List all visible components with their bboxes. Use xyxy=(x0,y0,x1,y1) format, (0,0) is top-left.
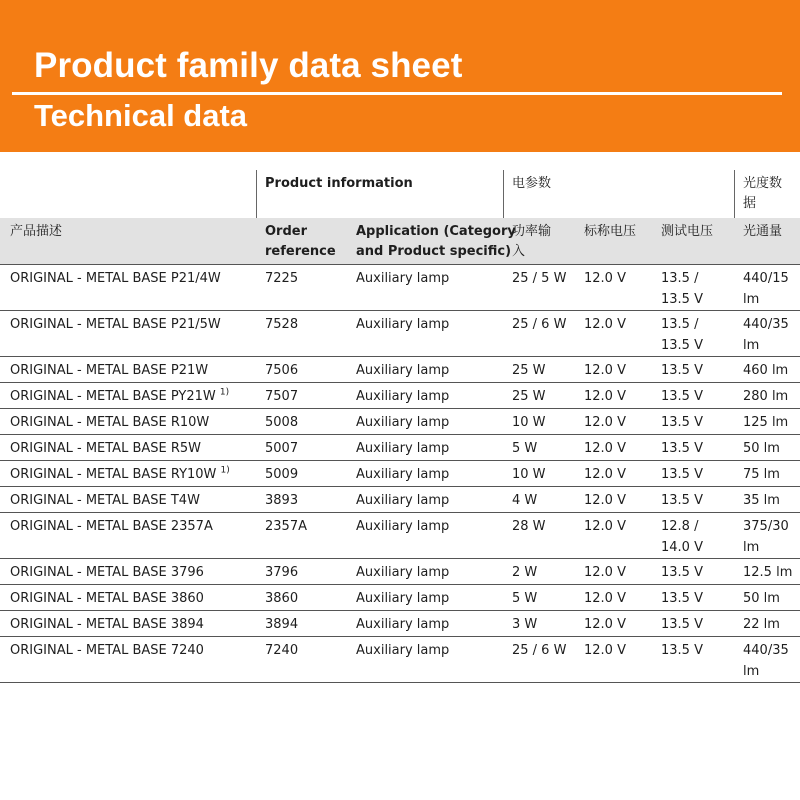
group-electrical: 电参数 xyxy=(512,176,552,191)
cell-test-voltage xyxy=(661,386,703,407)
cell-power xyxy=(512,438,537,459)
cell-nominal-voltage xyxy=(584,490,626,511)
cell-test-voltage-line1: 13.5 V xyxy=(661,565,703,580)
cell-order-reference xyxy=(265,640,298,661)
cell-luminous-flux xyxy=(743,614,780,635)
cell-description xyxy=(10,516,213,537)
cell-luminous-flux-line2: lm xyxy=(743,664,760,679)
cell-order-reference xyxy=(265,464,298,485)
cell-description xyxy=(10,268,221,289)
cell-application xyxy=(356,516,449,537)
cell-nominal-voltage xyxy=(584,562,626,583)
cell-luminous-flux-line2: lm xyxy=(743,338,760,353)
cell-nominal-voltage-line1: 12.0 V xyxy=(584,441,626,456)
footnote-marker: 1) xyxy=(219,387,230,398)
cell-application-line1: Auxiliary lamp xyxy=(356,441,450,456)
group-divider xyxy=(256,170,257,220)
cell-test-voltage xyxy=(661,588,703,609)
cell-luminous-flux-line2: lm xyxy=(743,540,760,555)
cell-luminous-flux xyxy=(743,516,789,558)
cell-power xyxy=(512,360,546,381)
cell-test-voltage-line1: 13.5 V xyxy=(661,643,703,658)
cell-test-voltage xyxy=(661,562,703,583)
description-text: ORIGINAL - METAL BASE R5W xyxy=(10,441,202,456)
cell-test-voltage-line1: 12.8 / xyxy=(661,519,699,534)
cell-test-voltage-line1: 13.5 V xyxy=(661,415,703,430)
col-order-line2: reference xyxy=(265,244,336,259)
cell-application-line1: Auxiliary lamp xyxy=(356,317,450,332)
cell-nominal-voltage-line1: 12.0 V xyxy=(584,317,626,332)
cell-nominal-voltage-line1: 12.0 V xyxy=(584,643,626,658)
col-application-line1: Application (Category xyxy=(356,224,516,239)
cell-power-line1: 28 W xyxy=(512,519,546,534)
group-product-information: Product information xyxy=(265,176,413,191)
cell-power-line1: 5 W xyxy=(512,591,538,606)
cell-test-voltage-line1: 13.5 V xyxy=(661,467,703,482)
group-photometric-line1: 光度数 xyxy=(743,176,783,191)
cell-test-voltage-line1: 13.5 V xyxy=(661,389,703,404)
cell-nominal-voltage xyxy=(584,438,626,459)
table-row xyxy=(0,636,800,682)
cell-test-voltage-line2: 14.0 V xyxy=(661,540,703,555)
cell-test-voltage xyxy=(661,464,703,485)
cell-application xyxy=(356,588,449,609)
cell-description xyxy=(10,588,204,609)
cell-test-voltage-line1: 13.5 V xyxy=(661,363,703,378)
cell-nominal-voltage-line1: 12.0 V xyxy=(584,565,626,580)
col-order-line1: Order xyxy=(265,224,307,239)
cell-description xyxy=(10,464,230,485)
cell-application-line1: Auxiliary lamp xyxy=(356,415,450,430)
cell-application xyxy=(356,268,449,289)
table-row xyxy=(0,460,800,486)
cell-description xyxy=(10,562,204,583)
cell-power xyxy=(512,268,566,289)
cell-luminous-flux xyxy=(743,268,789,310)
cell-power-line1: 25 W xyxy=(512,389,546,404)
col-order-reference xyxy=(265,222,336,262)
cell-nominal-voltage-line1: 12.0 V xyxy=(584,363,626,378)
cell-order-reference xyxy=(265,562,298,583)
cell-luminous-flux-line1: 280 lm xyxy=(743,389,789,404)
footnote-marker: 1) xyxy=(220,465,230,476)
cell-luminous-flux-line2: lm xyxy=(743,292,760,307)
cell-application-line1: Auxiliary lamp xyxy=(356,565,450,580)
cell-application-line1: Auxiliary lamp xyxy=(356,389,450,404)
cell-test-voltage xyxy=(661,268,703,310)
table-row xyxy=(0,382,800,408)
description-text: ORIGINAL - METAL BASE P21/4W xyxy=(10,271,221,286)
cell-test-voltage-line1: 13.5 V xyxy=(661,617,703,632)
cell-application-line1: Auxiliary lamp xyxy=(356,467,450,482)
cell-luminous-flux xyxy=(743,438,780,459)
cell-power-line1: 3 W xyxy=(512,617,538,632)
cell-nominal-voltage xyxy=(584,614,626,635)
cell-luminous-flux xyxy=(743,562,792,583)
cell-application-line1: Auxiliary lamp xyxy=(356,643,450,658)
cell-order-reference-line1: 7528 xyxy=(265,317,299,332)
cell-application xyxy=(356,386,449,407)
cell-test-voltage-line2: 13.5 V xyxy=(661,292,703,307)
cell-description xyxy=(10,438,201,459)
col-description: 产品描述 xyxy=(10,224,63,239)
group-divider xyxy=(503,170,504,220)
cell-application xyxy=(356,640,449,661)
cell-power-line1: 2 W xyxy=(512,565,538,580)
table-row xyxy=(0,486,800,512)
description-text: ORIGINAL - METAL BASE P21/5W xyxy=(10,317,221,332)
col-power xyxy=(512,222,551,262)
description-text: ORIGINAL - METAL BASE PY21W xyxy=(10,389,216,404)
description-text: ORIGINAL - METAL BASE 3894 xyxy=(10,617,204,632)
cell-test-voltage-line1: 13.5 / xyxy=(661,317,699,332)
cell-nominal-voltage xyxy=(584,516,626,537)
cell-luminous-flux-line1: 35 lm xyxy=(743,493,780,508)
cell-power xyxy=(512,614,537,635)
cell-order-reference-line1: 5009 xyxy=(265,467,299,482)
cell-application xyxy=(356,490,449,511)
cell-nominal-voltage xyxy=(584,268,626,289)
cell-order-reference-line1: 3796 xyxy=(265,565,299,580)
cell-power xyxy=(512,464,546,485)
cell-power-line1: 25 / 6 W xyxy=(512,317,567,332)
cell-luminous-flux-line1: 50 lm xyxy=(743,441,780,456)
cell-description xyxy=(10,412,209,433)
description-text: ORIGINAL - METAL BASE 7240 xyxy=(10,643,204,658)
cell-application-line1: Auxiliary lamp xyxy=(356,363,450,378)
cell-luminous-flux-line1: 460 lm xyxy=(743,363,789,378)
table-row xyxy=(0,434,800,460)
page-title: Product family data sheet xyxy=(34,46,463,85)
description-text: ORIGINAL - METAL BASE T4W xyxy=(10,493,200,508)
cell-order-reference xyxy=(265,268,298,289)
col-application xyxy=(356,222,516,262)
cell-test-voltage-line1: 13.5 V xyxy=(661,591,703,606)
cell-test-voltage xyxy=(661,314,703,356)
cell-order-reference xyxy=(265,360,298,381)
table-row xyxy=(0,610,800,636)
cell-power xyxy=(512,516,546,537)
cell-test-voltage xyxy=(661,640,703,661)
cell-order-reference xyxy=(265,516,307,537)
cell-application xyxy=(356,314,449,335)
cell-order-reference xyxy=(265,588,298,609)
cell-luminous-flux-line1: 22 lm xyxy=(743,617,780,632)
cell-test-voltage xyxy=(661,360,703,381)
cell-luminous-flux-line1: 50 lm xyxy=(743,591,780,606)
cell-nominal-voltage-line1: 12.0 V xyxy=(584,519,626,534)
cell-luminous-flux xyxy=(743,386,788,407)
table-row xyxy=(0,584,800,610)
table-row xyxy=(0,356,800,382)
cell-nominal-voltage xyxy=(584,360,626,381)
cell-power xyxy=(512,386,546,407)
cell-power-line1: 4 W xyxy=(512,493,538,508)
cell-description xyxy=(10,490,200,511)
cell-nominal-voltage xyxy=(584,412,626,433)
col-application-line2: and Product specific) xyxy=(356,244,512,259)
cell-luminous-flux xyxy=(743,314,789,356)
page-subtitle: Technical data xyxy=(34,98,248,133)
table-row xyxy=(0,512,800,558)
table-row xyxy=(0,558,800,584)
cell-order-reference xyxy=(265,314,298,335)
cell-nominal-voltage-line1: 12.0 V xyxy=(584,389,626,404)
table-row xyxy=(0,264,800,310)
cell-luminous-flux xyxy=(743,588,780,609)
cell-test-voltage xyxy=(661,490,703,511)
cell-order-reference-line1: 5008 xyxy=(265,415,299,430)
cell-test-voltage xyxy=(661,438,703,459)
cell-order-reference-line1: 7225 xyxy=(265,271,299,286)
cell-application xyxy=(356,412,449,433)
cell-nominal-voltage-line1: 12.0 V xyxy=(584,271,626,286)
description-text: ORIGINAL - METAL BASE RY10W xyxy=(10,467,217,482)
cell-description xyxy=(10,614,204,635)
cell-power xyxy=(512,314,566,335)
cell-description xyxy=(10,314,221,335)
cell-test-voltage-line2: 13.5 V xyxy=(661,338,703,353)
cell-test-voltage-line1: 13.5 V xyxy=(661,493,703,508)
cell-application xyxy=(356,464,449,485)
cell-order-reference xyxy=(265,614,298,635)
cell-application xyxy=(356,360,449,381)
cell-order-reference-line1: 2357A xyxy=(265,519,307,534)
cell-luminous-flux-line1: 375/30 xyxy=(743,519,789,534)
cell-luminous-flux-line1: 75 lm xyxy=(743,467,780,482)
cell-power xyxy=(512,640,566,661)
cell-application xyxy=(356,614,449,635)
cell-description xyxy=(10,386,229,407)
description-text: ORIGINAL - METAL BASE 3860 xyxy=(10,591,204,606)
cell-nominal-voltage-line1: 12.0 V xyxy=(584,467,626,482)
cell-application xyxy=(356,438,449,459)
cell-luminous-flux-line1: 440/35 xyxy=(743,317,789,332)
cell-application xyxy=(356,562,449,583)
cell-test-voltage xyxy=(661,412,703,433)
cell-nominal-voltage xyxy=(584,464,626,485)
cell-order-reference-line1: 3860 xyxy=(265,591,299,606)
cell-order-reference-line1: 7507 xyxy=(265,389,299,404)
cell-description xyxy=(10,640,204,661)
cell-application-line1: Auxiliary lamp xyxy=(356,617,450,632)
cell-application-line1: Auxiliary lamp xyxy=(356,519,450,534)
col-power-line2: 入 xyxy=(512,244,526,259)
cell-luminous-flux xyxy=(743,360,788,381)
group-photometric xyxy=(743,174,782,214)
cell-test-voltage-line1: 13.5 V xyxy=(661,441,703,456)
cell-power xyxy=(512,562,537,583)
cell-luminous-flux-line1: 440/15 xyxy=(743,271,789,286)
cell-luminous-flux xyxy=(743,640,789,682)
cell-luminous-flux-line1: 12.5 lm xyxy=(743,565,793,580)
cell-nominal-voltage-line1: 12.0 V xyxy=(584,415,626,430)
cell-power-line1: 10 W xyxy=(512,467,546,482)
table-row xyxy=(0,310,800,356)
table-row xyxy=(0,408,800,434)
cell-test-voltage xyxy=(661,516,703,558)
cell-power-line1: 25 W xyxy=(512,363,546,378)
cell-nominal-voltage xyxy=(584,386,626,407)
cell-luminous-flux-line1: 440/35 xyxy=(743,643,789,658)
cell-order-reference xyxy=(265,438,298,459)
group-photometric-line2: 据 xyxy=(743,196,757,211)
cell-power xyxy=(512,588,537,609)
cell-application-line1: Auxiliary lamp xyxy=(356,271,450,286)
cell-power-line1: 10 W xyxy=(512,415,546,430)
group-divider xyxy=(734,170,735,220)
header-banner xyxy=(0,0,800,152)
cell-order-reference-line1: 7506 xyxy=(265,363,299,378)
col-test-voltage: 测试电压 xyxy=(661,224,714,239)
description-text: ORIGINAL - METAL BASE 3796 xyxy=(10,565,204,580)
row-divider xyxy=(0,682,800,683)
cell-test-voltage-line1: 13.5 / xyxy=(661,271,699,286)
cell-nominal-voltage xyxy=(584,640,626,661)
cell-power-line1: 25 / 6 W xyxy=(512,643,567,658)
cell-order-reference xyxy=(265,412,298,433)
cell-order-reference xyxy=(265,490,298,511)
col-luminous-flux: 光通量 xyxy=(743,224,783,239)
cell-application-line1: Auxiliary lamp xyxy=(356,493,450,508)
cell-luminous-flux-line1: 125 lm xyxy=(743,415,789,430)
col-power-line1: 功率输 xyxy=(512,224,552,239)
cell-application-line1: Auxiliary lamp xyxy=(356,591,450,606)
col-nominal-voltage: 标称电压 xyxy=(584,224,637,239)
description-text: ORIGINAL - METAL BASE P21W xyxy=(10,363,209,378)
cell-nominal-voltage-line1: 12.0 V xyxy=(584,493,626,508)
cell-order-reference-line1: 3894 xyxy=(265,617,299,632)
cell-luminous-flux xyxy=(743,490,780,511)
cell-order-reference-line1: 7240 xyxy=(265,643,299,658)
cell-power xyxy=(512,490,537,511)
cell-nominal-voltage-line1: 12.0 V xyxy=(584,591,626,606)
cell-power-line1: 5 W xyxy=(512,441,538,456)
cell-test-voltage xyxy=(661,614,703,635)
cell-nominal-voltage xyxy=(584,588,626,609)
cell-luminous-flux xyxy=(743,412,788,433)
cell-power-line1: 25 / 5 W xyxy=(512,271,567,286)
cell-description xyxy=(10,360,208,381)
cell-power xyxy=(512,412,546,433)
cell-luminous-flux xyxy=(743,464,780,485)
cell-order-reference-line1: 3893 xyxy=(265,493,299,508)
cell-order-reference-line1: 5007 xyxy=(265,441,299,456)
description-text: ORIGINAL - METAL BASE 2357A xyxy=(10,519,213,534)
banner-divider xyxy=(12,92,782,95)
cell-order-reference xyxy=(265,386,298,407)
description-text: ORIGINAL - METAL BASE R10W xyxy=(10,415,210,430)
cell-nominal-voltage xyxy=(584,314,626,335)
cell-nominal-voltage-line1: 12.0 V xyxy=(584,617,626,632)
